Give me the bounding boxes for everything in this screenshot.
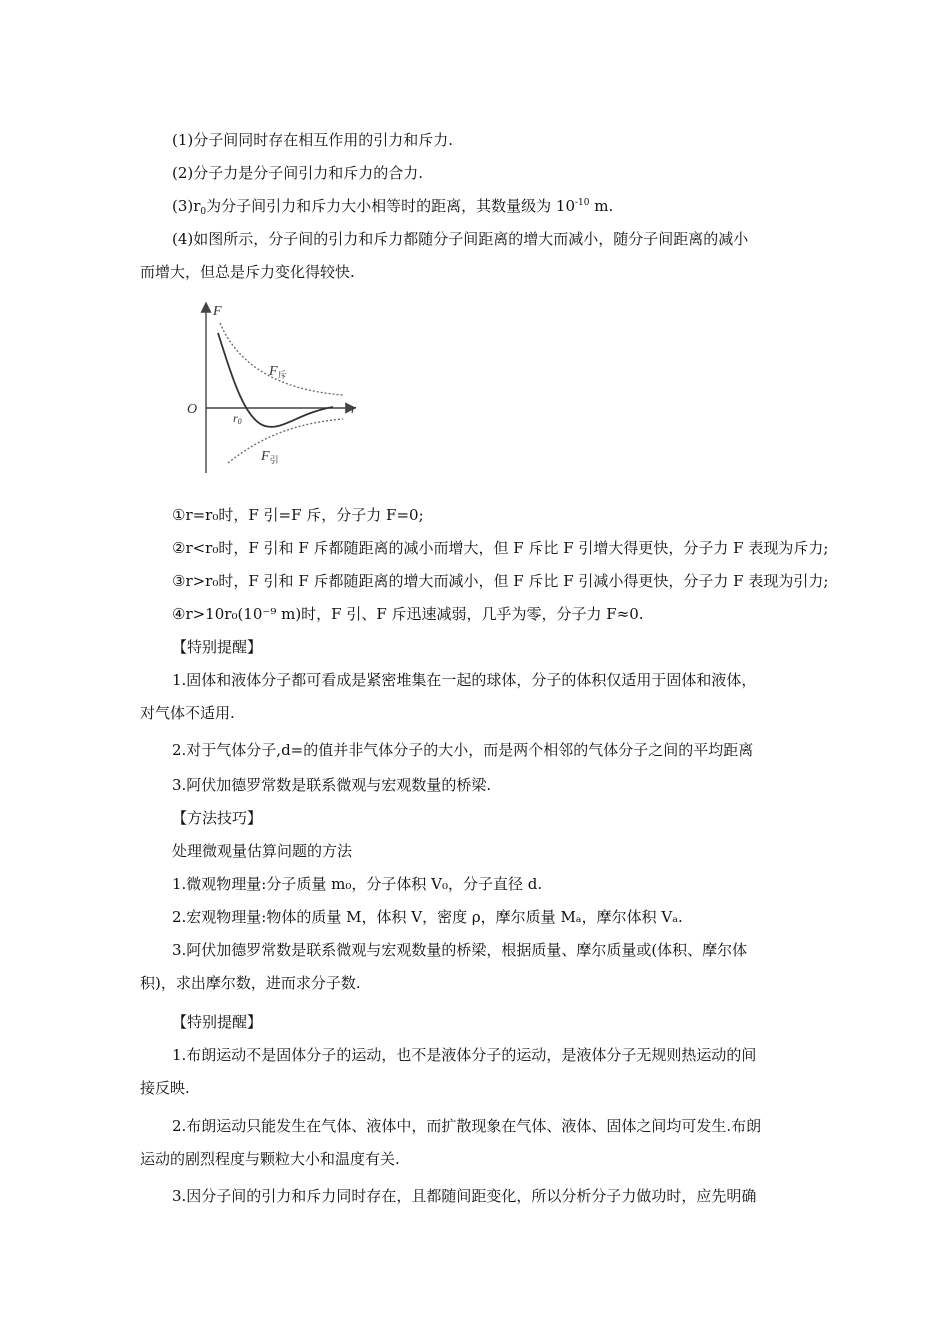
paragraph-3-part-a: (3)r <box>172 197 201 215</box>
method-item-3-line-1: 3.阿伏加德罗常数是联系微观与宏观数量的桥梁，根据质量、摩尔质量或(体积、摩尔体 <box>172 941 748 959</box>
reminder-2-note-3-line-1: 3.因分子间的引力和斥力同时存在，且都随间距变化，所以分析分子力做功时，应先明确 <box>172 1187 757 1205</box>
method-item-2: 2.宏观物理量:物体的质量 M，体积 V，密度 ρ，摩尔质量 Mₐ，摩尔体积 Vₐ. <box>172 908 683 926</box>
attraction-subscript: 引 <box>269 455 279 465</box>
reminder-2-heading: 【特别提醒】 <box>172 1013 263 1031</box>
method-item-3-line-2: 积)，求出摩尔数，进而求分子数. <box>140 974 361 992</box>
attraction-letter: F <box>261 449 270 464</box>
condition-2: ②r<r₀时，F 引和 F 斥都随距离的减小而增大，但 F 斥比 F 引增大得更快，分子力 F 表现为斥力; <box>172 539 829 557</box>
paragraph-2: (2)分子力是分子间引力和斥力的合力. <box>172 164 424 182</box>
paragraph-4-line-1: (4)如图所示，分子间的引力和斥力都随分子间距离的增大而减小，随分子间距离的减小 <box>172 230 749 248</box>
method-item-1: 1.微观物理量:分子质量 m₀，分子体积 V₀，分子直径 d. <box>172 875 543 893</box>
reminder-1-note-2: 2.对于气体分子,d=的值并非气体分子的大小，而是两个相邻的气体分子之间的平均距离 <box>172 741 754 759</box>
condition-3: ③r>r₀时，F 引和 F 斥都随距离的增大而减小，但 F 斥比 F 引减小得更快，分子力 F 表现为引力; <box>172 572 829 590</box>
paragraph-1: (1)分子间同时存在相互作用的引力和斥力. <box>172 131 454 149</box>
repulsion-curve <box>220 323 343 395</box>
method-heading: 【方法技巧】 <box>172 809 263 827</box>
method-intro: 处理微观量估算问题的方法 <box>172 842 353 860</box>
condition-1: ①r=r₀时，F 引=F 斥，分子力 F=0; <box>172 506 424 524</box>
reminder-2-note-2-line-2: 运动的剧烈程度与颗粒大小和温度有关. <box>140 1150 400 1168</box>
reminder-1-note-3: 3.阿伏加德罗常数是联系微观与宏观数量的桥梁. <box>172 776 492 794</box>
reminder-2-note-1-line-1: 1.布朗运动不是固体分子的运动，也不是液体分子的运动，是液体分子无规则热运动的间 <box>172 1046 757 1064</box>
reminder-2-note-1-line-2: 接反映. <box>140 1079 190 1097</box>
x-axis-label: r <box>351 401 357 416</box>
r0-letter: r <box>233 411 238 425</box>
origin-label: O <box>187 402 198 417</box>
paragraph-3-part-b: 为分子间引力和斥力大小相等时的距离，其数量级为 10 <box>206 197 576 215</box>
paragraph-3-part-c: m. <box>589 197 614 215</box>
repulsion-label <box>268 364 287 380</box>
attraction-label <box>260 449 279 465</box>
paragraph-3-superscript: -10 <box>575 198 590 208</box>
molecular-force-diagram <box>183 295 363 480</box>
paragraph-4-line-2: 而增大，但总是斥力变化得较快. <box>140 263 355 281</box>
reminder-1-note-1-line-2: 对气体不适用. <box>140 704 235 722</box>
paragraph-3 <box>172 196 613 219</box>
reminder-1-heading: 【特别提醒】 <box>172 638 263 656</box>
condition-4: ④r>10r₀(10⁻⁹ m)时，F 引、F 斥迅速减弱，几乎为零，分子力 F≈0. <box>172 605 644 623</box>
y-axis-label: F <box>213 304 222 319</box>
attraction-curve <box>228 419 343 463</box>
reminder-2-note-2-line-1: 2.布朗运动只能发生在气体、液体中，而扩散现象在气体、液体、固体之间均可发生.布朗 <box>172 1117 762 1135</box>
reminder-1-note-1-line-1: 1.固体和液体分子都可看成是紧密堆集在一起的球体，分子的体积仅适用于固体和液体， <box>172 671 757 689</box>
repulsion-subscript: 斥 <box>277 370 287 380</box>
paragraph-3-subscript: 0 <box>200 207 207 217</box>
repulsion-letter: F <box>269 364 278 379</box>
r0-label <box>233 411 242 426</box>
r0-subscript: 0 <box>237 417 242 426</box>
